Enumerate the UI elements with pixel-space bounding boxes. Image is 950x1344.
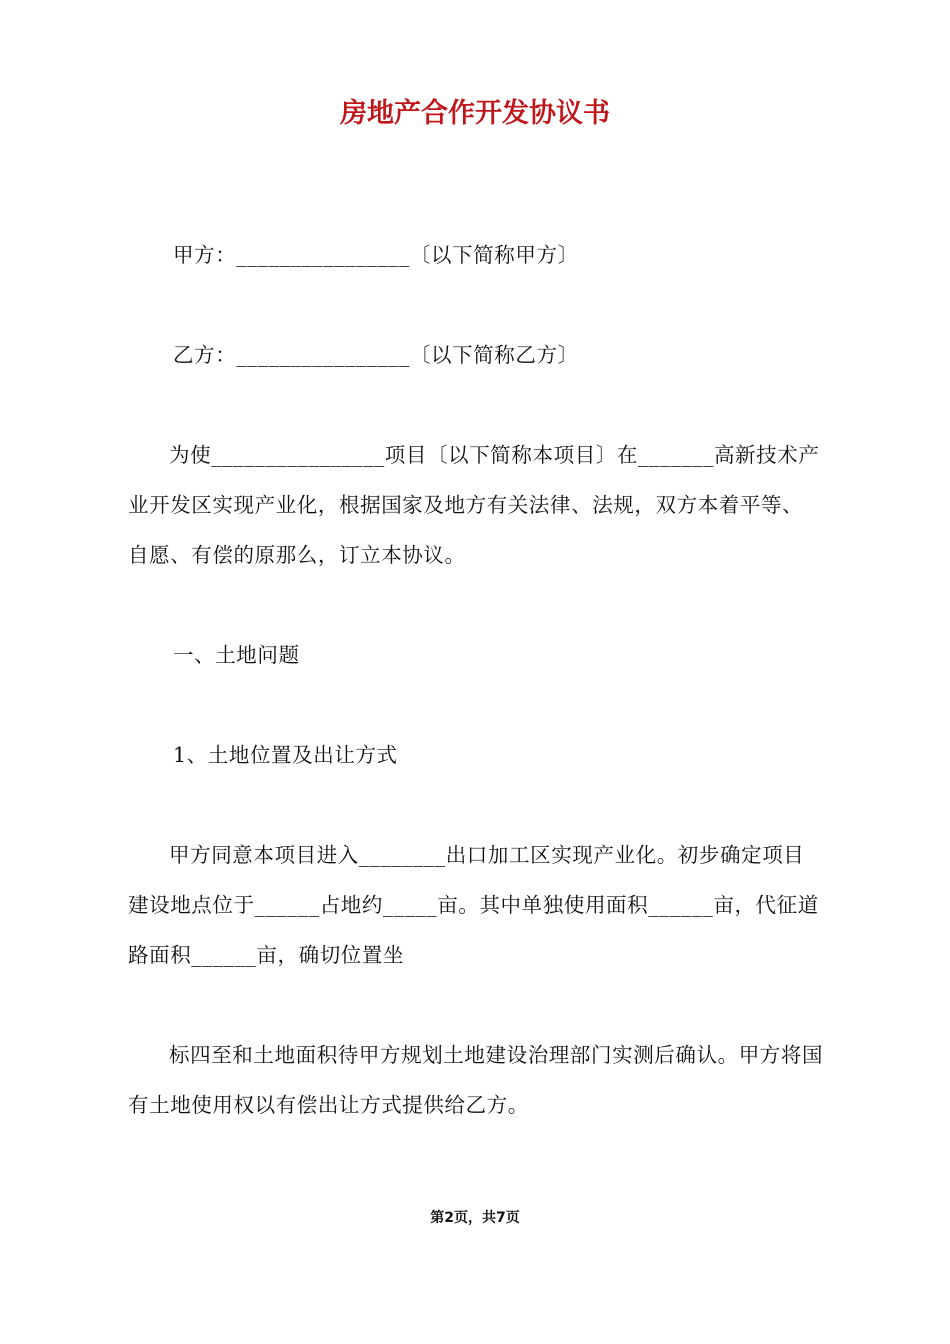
subsection-heading-land-location: 1、土地位置及出让方式 <box>173 743 398 767</box>
party-b-line: 乙方：________________〔以下简称乙方〕 <box>173 343 579 367</box>
intro-paragraph: 为使________________项目〔以下简称本项目〕在_______高新技术产业开发区实现产业化，根据国家及地方有关法律、法规，双方本着平等、自愿、有偿的原那么，订立本协议。 <box>128 443 820 567</box>
page-title: 房地产合作开发协议书 <box>340 98 610 130</box>
party-a-line: 甲方：________________〔以下简称甲方〕 <box>173 243 579 267</box>
page-indicator: 第2页，共7页 <box>430 1210 520 1226</box>
land-location-paragraph: 甲方同意本项目进入________出口加工区实现产业化。初步确定项目建设地点位于______占地约_____亩。其中单独使用面积______亩，代征道路面积______亩，确切位置坐 <box>128 843 819 967</box>
section-heading-land: 一、土地问题 <box>173 643 300 667</box>
land-confirmation-paragraph: 标四至和土地面积待甲方规划土地建设治理部门实测后确认。甲方将国有土地使用权以有偿出让方式提供给乙方。 <box>128 1043 824 1117</box>
